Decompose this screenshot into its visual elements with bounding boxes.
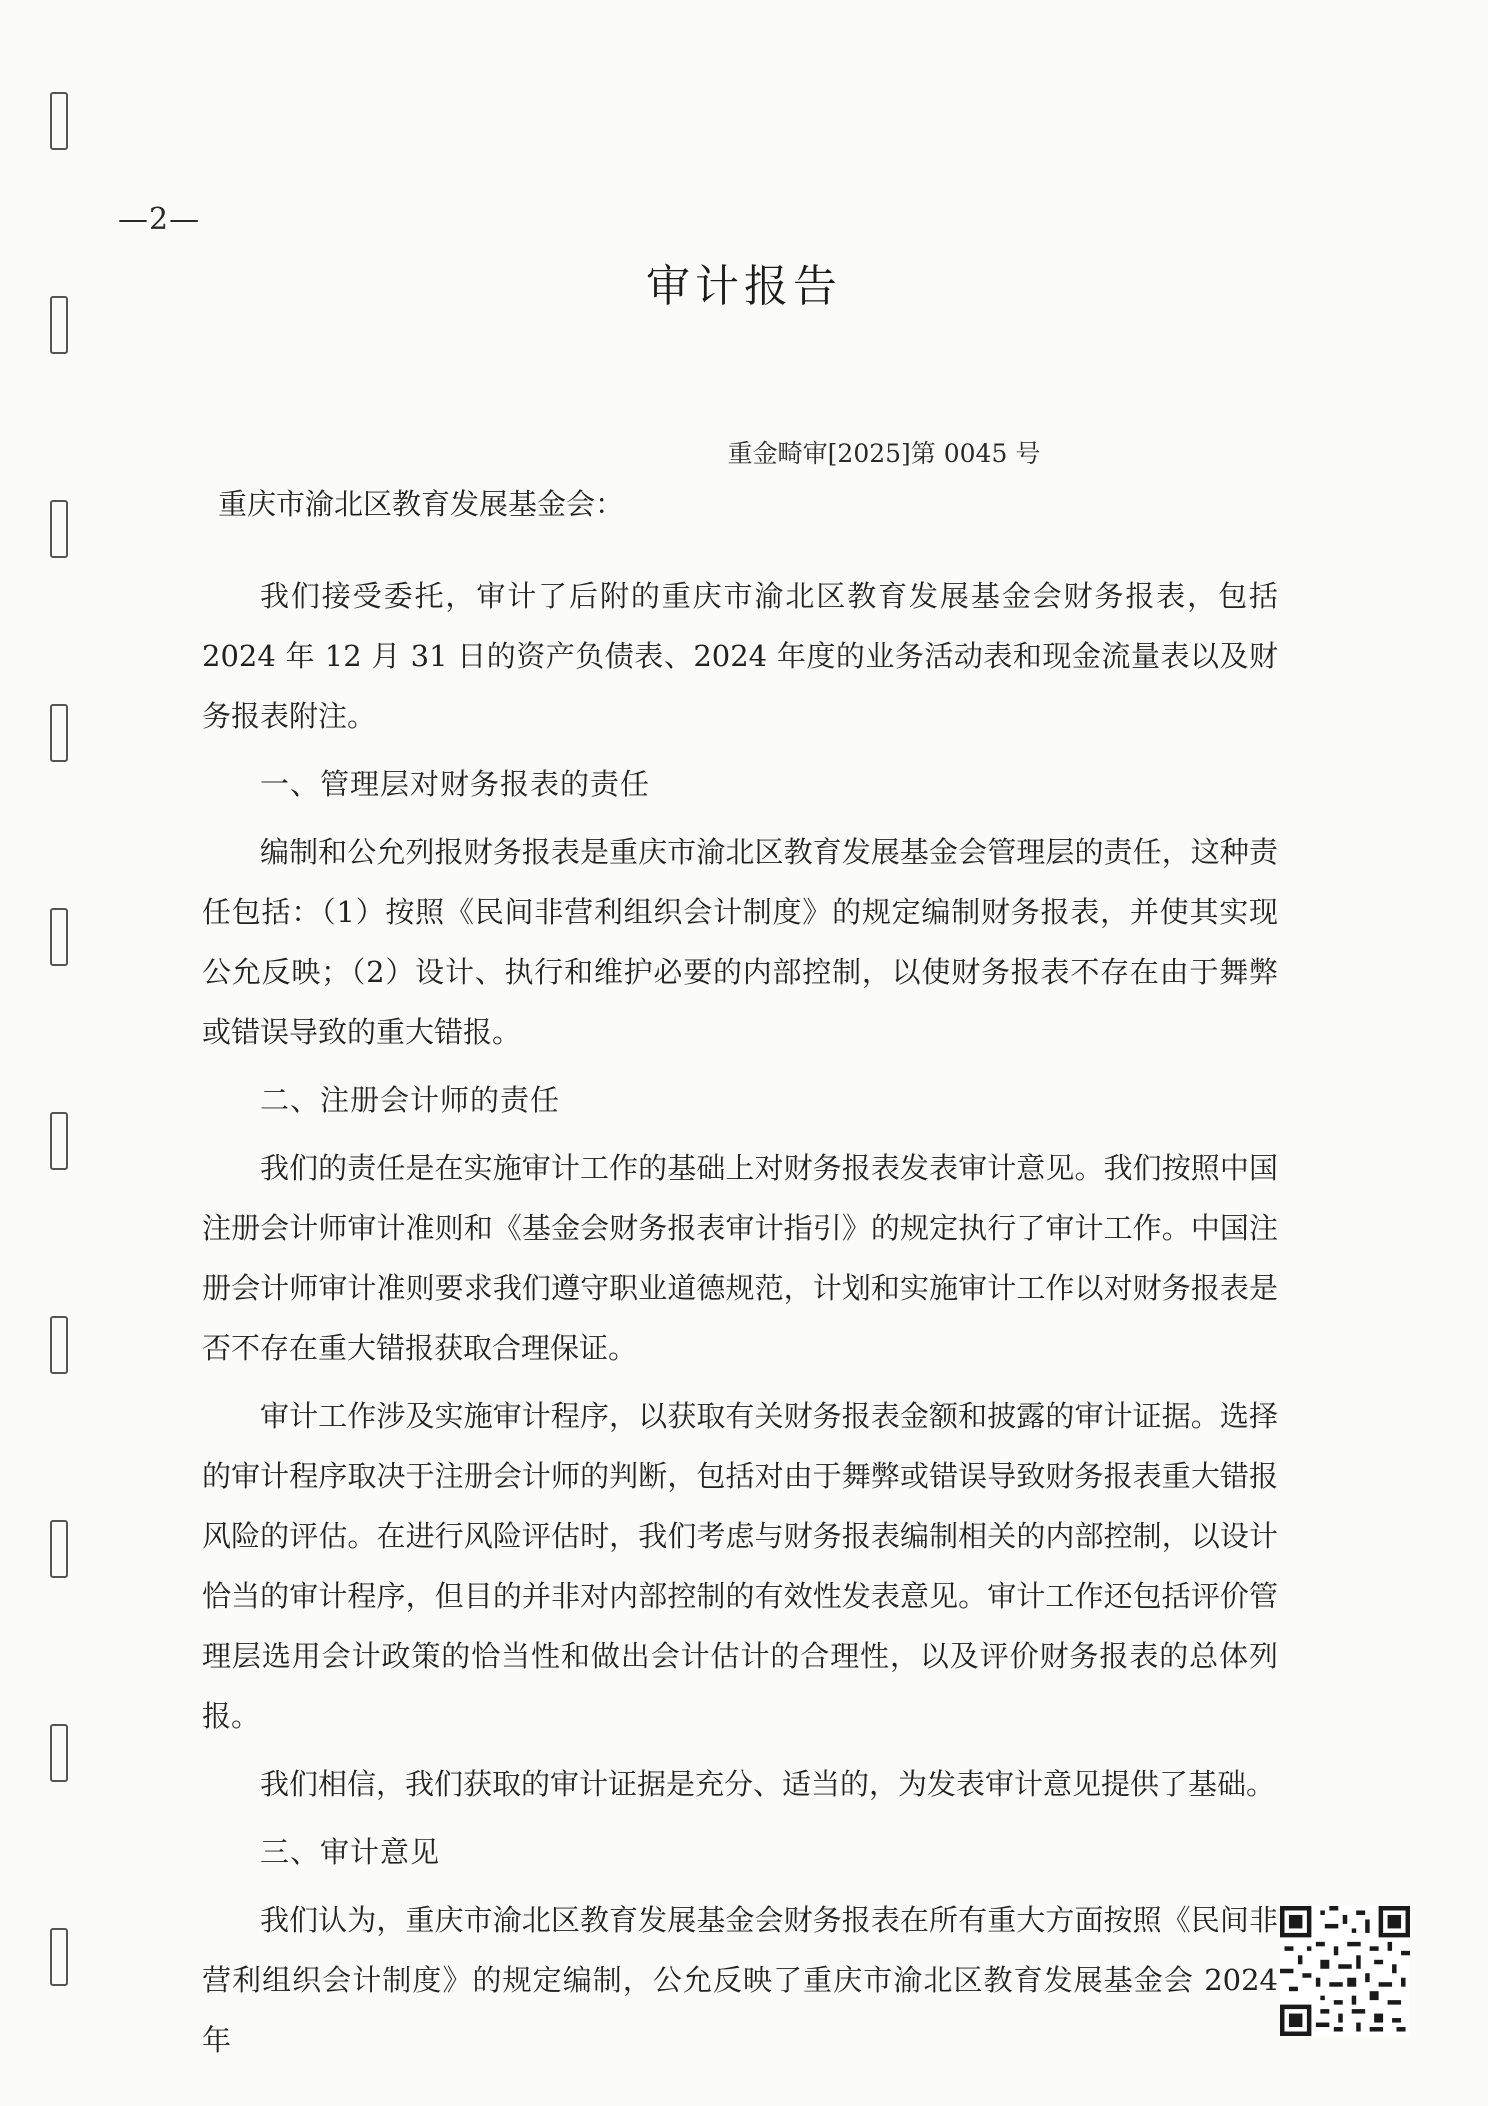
binding-hole-mark [50, 500, 68, 558]
binding-hole-mark [50, 704, 68, 762]
binding-hole-mark [50, 1520, 68, 1578]
binding-hole-mark [50, 92, 68, 150]
addressee: 重庆市渝北区教育发展基金会： [218, 487, 625, 521]
page-title: 审计报告 [646, 261, 842, 312]
paragraph: 审计工作涉及实施审计程序，以获取有关财务报表金额和披露的审计证据。选择的审计程序取决于注册会计师的判断，包括对由于舞弊或错误导致财务报表重大错报风险的评估。在进行风险评估时，我们考虑与财务报表编制相关的内部控制，以设计恰当的审计程序，但目的并非对内部控制的有效性发表意见。审计工作还包括评价管理层选用会计政策的恰当性和做出会计估计的合理性，以及评价财务报表的总体列报。 [202, 1399, 1278, 1733]
binding-hole-mark [50, 1724, 68, 1782]
document-number: 重金畸审[2025]第 0045 号 [727, 439, 1041, 468]
paragraph: 我们相信，我们获取的审计证据是充分、适当的，为发表审计意见提供了基础。 [260, 1767, 1276, 1801]
page-number: —2— [118, 202, 201, 237]
paragraph: 我们认为，重庆市渝北区教育发展基金会财务报表在所有重大方面按照《民间非营利组织会计制度》的规定编制，公允反映了重庆市渝北区教育发展基金会 2024 年 [202, 1903, 1278, 2057]
paragraph: 编制和公允列报财务报表是重庆市渝北区教育发展基金会管理层的责任，这种责任包括：（1）按照《民间非营利组织会计制度》的规定编制财务报表，并使其实现公允反映；（2）设计、执行和维护必要的内部控制，以使财务报表不存在由于舞弊或错误导致的重大错报。 [202, 835, 1278, 1049]
binding-hole-mark [50, 908, 68, 966]
paragraph: 我们的责任是在实施审计工作的基础上对财务报表发表审计意见。我们按照中国注册会计师审计准则和《基金会财务报表审计指引》的规定执行了审计工作。中国注册会计师审计准则要求我们遵守职业道德规范，计划和实施审计工作以对财务报表是否不存在重大错报获取合理保证。 [202, 1151, 1278, 1365]
binding-hole-mark [50, 1928, 68, 1986]
section-heading: 二、注册会计师的责任 [260, 1083, 561, 1117]
section-heading: 三、审计意见 [260, 1835, 441, 1869]
binding-hole-mark [50, 1112, 68, 1170]
qr-code-icon [1280, 1906, 1410, 2036]
section-heading: 一、管理层对财务报表的责任 [260, 767, 651, 801]
paragraph: 我们接受委托，审计了后附的重庆市渝北区教育发展基金会财务报表，包括 2024 年 12 月 31 日的资产负债表、2024 年度的业务活动表和现金流量表以及财务报表附注。 [202, 579, 1278, 733]
report-body [202, 566, 1278, 2078]
binding-hole-mark [50, 1316, 68, 1374]
